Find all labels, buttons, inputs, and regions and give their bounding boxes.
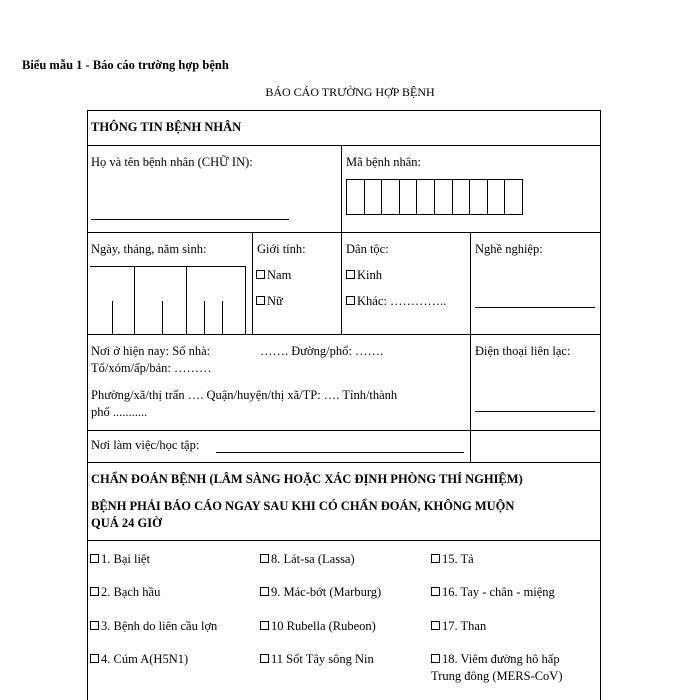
checkbox-icon xyxy=(346,270,355,279)
ethnicity-kinh-option[interactable] xyxy=(346,268,382,283)
checkbox-icon xyxy=(90,621,99,630)
col-line xyxy=(252,232,253,334)
dob-label: Ngày, tháng, năm sinh: xyxy=(91,242,207,256)
checkbox-icon xyxy=(431,654,440,663)
checkbox-icon xyxy=(90,587,99,596)
checkbox-icon xyxy=(260,621,269,630)
ethnicity-kinh-label: Kinh xyxy=(357,268,382,282)
patient-code-field[interactable] xyxy=(346,179,523,215)
address-ward: Phường/xã/thị trấn …. Quận/huyện/thị xã/TP: …. Tỉnh/thành xyxy=(91,388,398,402)
disease-option[interactable] xyxy=(431,585,555,600)
patient-name-label: Họ và tên bệnh nhân (CHỮ IN): xyxy=(91,155,253,169)
form-header: Biểu mẫu 1 - Báo cáo trường hợp bệnh xyxy=(22,58,229,72)
checkbox-icon xyxy=(260,554,269,563)
checkbox-icon xyxy=(256,296,265,305)
disease-label: 4. Cúm A(H5N1) xyxy=(101,652,189,666)
disease-option[interactable] xyxy=(90,585,160,600)
sex-male-option[interactable] xyxy=(256,268,291,283)
row-line xyxy=(87,145,601,146)
diagnosis-heading: CHẨN ĐOÁN BỆNH (LÂM SÀNG HOẶC XÁC ĐỊNH PHÒNG THÍ NGHIỆM) xyxy=(91,472,523,486)
occupation-label: Nghề nghiệp: xyxy=(475,242,543,256)
checkbox-icon xyxy=(90,554,99,563)
report-deadline-heading-line2: QUÁ 24 GIỜ xyxy=(91,516,162,530)
col-line xyxy=(470,232,471,462)
row-line xyxy=(87,540,601,541)
checkbox-icon xyxy=(260,654,269,663)
workplace-label: Nơi làm việc/học tập: xyxy=(91,438,200,452)
checkbox-icon xyxy=(431,554,440,563)
checkbox-icon xyxy=(256,270,265,279)
disease-label: 18. Viêm đường hô hấp xyxy=(442,652,560,666)
phone-field[interactable] xyxy=(475,411,595,412)
disease-option[interactable] xyxy=(90,652,188,667)
sex-female-label: Nữ xyxy=(267,294,283,308)
disease-option[interactable] xyxy=(431,552,474,567)
phone-label: Điện thoại liên lạc: xyxy=(475,344,571,358)
disease-option[interactable] xyxy=(260,619,376,634)
sex-label: Giới tính: xyxy=(257,242,306,256)
ethnicity-other-option[interactable] xyxy=(346,294,446,309)
disease-label: 17. Than xyxy=(442,619,487,633)
table-border-top xyxy=(87,110,601,111)
disease-label: 2. Bạch hầu xyxy=(101,585,161,599)
sex-male-label: Nam xyxy=(267,268,292,282)
disease-option[interactable] xyxy=(260,585,381,600)
col-line xyxy=(341,145,342,334)
checkbox-icon xyxy=(346,296,355,305)
workplace-field[interactable] xyxy=(216,452,464,453)
disease-option[interactable] xyxy=(90,552,150,567)
dob-field[interactable] xyxy=(90,266,246,335)
disease-label: 8. Lát-sa (Lassa) xyxy=(271,552,355,566)
patient-info-heading: THÔNG TIN BỆNH NHÂN xyxy=(91,120,242,134)
disease-option[interactable] xyxy=(260,652,374,667)
checkbox-icon xyxy=(90,654,99,663)
disease-label-continued: Trung đông (MERS-CoV) xyxy=(431,669,563,683)
disease-label: 16. Tay - chân - miệng xyxy=(442,585,555,599)
address-label: Nơi ở hiện nay: Số nhà: xyxy=(91,344,211,358)
address-street: ……. Đường/phố: ……. xyxy=(260,344,384,358)
checkbox-icon xyxy=(260,587,269,596)
checkbox-icon xyxy=(431,587,440,596)
disease-option[interactable] xyxy=(90,619,217,634)
ethnicity-label: Dân tộc: xyxy=(346,242,389,256)
document-title: BÁO CÁO TRƯỜNG HỢP BỆNH xyxy=(265,85,435,99)
table-border-right xyxy=(600,110,601,700)
ethnicity-other-label: Khác: ………….. xyxy=(357,294,447,308)
disease-label: 11 Sốt Tây sông Nin xyxy=(271,652,374,666)
sex-female-option[interactable] xyxy=(256,294,283,309)
table-border-left xyxy=(87,110,88,700)
disease-label: 15. Tả xyxy=(442,552,474,566)
report-deadline-heading: BỆNH PHẢI BÁO CÁO NGAY SAU KHI CÓ CHẨN ĐOÁN, KHÔNG MUỘN xyxy=(91,499,515,513)
address-province: phố ........... xyxy=(91,405,148,419)
patient-name-field[interactable] xyxy=(91,219,289,220)
disease-label: 9. Mác-bớt (Marburg) xyxy=(271,585,382,599)
checkbox-icon xyxy=(431,621,440,630)
row-line xyxy=(87,462,601,463)
disease-option[interactable] xyxy=(260,552,355,567)
disease-label: 1. Bại liệt xyxy=(101,552,150,566)
disease-label: 10 Rubella (Rubeon) xyxy=(271,619,376,633)
occupation-field[interactable] xyxy=(475,307,595,308)
patient-code-label: Mã bệnh nhân: xyxy=(346,155,421,169)
disease-option[interactable] xyxy=(431,619,486,634)
disease-option[interactable] xyxy=(431,652,560,667)
row-line xyxy=(87,430,601,431)
row-line xyxy=(87,232,601,233)
disease-label: 3. Bệnh do liên cầu lợn xyxy=(101,619,218,633)
address-hamlet: Tổ/xóm/ấp/bản: ……… xyxy=(91,361,212,375)
